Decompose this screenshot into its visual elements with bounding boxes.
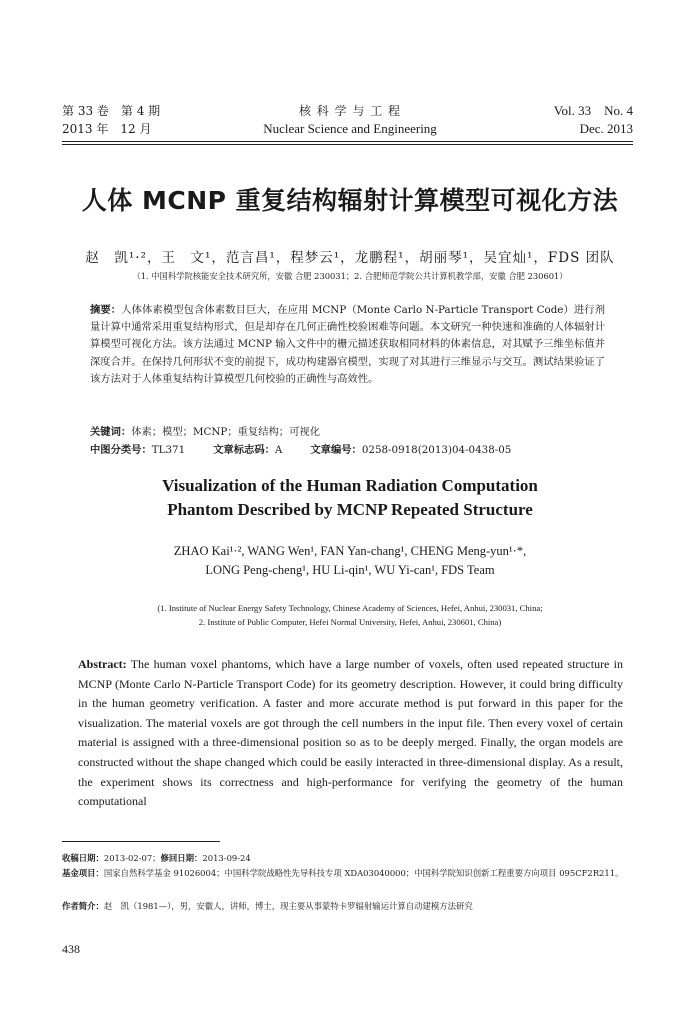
footnote-fund [62, 866, 633, 881]
fund-label: 基金项目： [62, 868, 104, 878]
keywords-cn [90, 423, 320, 438]
received-label: 收稿日期： [62, 853, 104, 863]
abstract-en [78, 655, 623, 812]
abstract-en-text: The human voxel phantoms, which have a large number of voxels, often used repeated structure in MCNP (Monte Carlo N-Particle Transport Code) for its geometry description. However, it could bring difficulty in the human geometry verification. A faster and more accurate method is put forward in this paper for the visualization. The material voxels are got through the cell numbers in the input file. Then every voxel of certain material is assigned with a three-dimensional position so as to be deeply merged. Finally, the organ models are constructed without the shape changed which could be easily interacted in three-dimensional display. As a result, the experiment shows its correctness and high-performance for verifying the geometry of the human computational [78, 657, 623, 809]
abstract-en-label: Abstract: [78, 657, 127, 671]
clc-value: TL371 [151, 444, 186, 456]
revised-label: 修回日期： [160, 853, 203, 863]
affiliation-en-line2: 2. Institute of Public Computer, Hefei Normal University, Hefei, Anhui, 230601, China) [198, 617, 502, 627]
authors-en-line1: ZHAO Kai¹·², WANG Wen¹, FAN Yan-chang¹, CHENG Meng-yun¹·*, [173, 544, 527, 558]
clc-label: 中图分类号： [90, 444, 152, 456]
page-number: 438 [62, 942, 80, 956]
keywords-cn-label: 关键词： [90, 426, 132, 438]
authors-en [0, 542, 700, 580]
classification-line [90, 441, 511, 456]
fund-text: 国家自然科学基金 91026004；中国科学院战略性先导科技专项 XDA03040000；中国科学院知识创新工程重要方向项目 095CF2R211。 [103, 868, 624, 878]
abstract-cn-label: 摘要： [90, 304, 122, 316]
header-date-en: Dec. 2013 [579, 121, 633, 136]
title-en-line2: Phantom Described by MCNP Repeated Structure [167, 500, 533, 519]
authors-en-line2: LONG Peng-cheng¹, HU Li-qin¹, WU Yi-can¹, FDS Team [205, 563, 495, 577]
keywords-cn-text: 体素；模型；MCNP；重复结构；可视化 [131, 426, 320, 438]
footnote-rule [62, 841, 220, 842]
title-cn: 人体 MCNP 重复结构辐射计算模型可视化方法 [81, 186, 619, 215]
footnote-bio [62, 899, 633, 914]
authors-cn: 赵 凯¹·²，王 文¹，范言昌¹，程梦云¹，龙鹏程¹，胡丽琴¹，吴宜灿¹，FDS 团队 [85, 250, 615, 266]
revised-date: 2013-09-24 [202, 853, 251, 863]
article-number-label: 文章编号： [310, 444, 362, 456]
title-en [0, 474, 700, 522]
bio-label: 作者简介： [62, 901, 104, 911]
doc-code-value: A [274, 444, 283, 456]
header-journal-en: Nuclear Science and Engineering [263, 121, 437, 136]
affiliation-en-line1: (1. Institute of Nuclear Energy Safety Technology, Chinese Academy of Sciences, Hefei, Anhui, 230031, China; [157, 603, 543, 613]
header-rule-thin [62, 144, 633, 145]
abstract-cn [90, 302, 605, 388]
doc-code-label: 文章标志码： [213, 444, 275, 456]
footnote-dates [62, 851, 633, 866]
header-journal-cn: 核 科 学 与 工 程 [298, 104, 402, 118]
header-volume-cn: 第 33 卷 第 4 期 [62, 104, 161, 118]
header-date-cn: 2013 年 12 月 [62, 122, 152, 136]
bio-text: 赵 凯（1981—），男，安徽人，讲师，博士，现主要从事蒙特卡罗辐射输运计算自动建模方法研究 [103, 901, 473, 911]
title-en-line1: Visualization of the Human Radiation Computation [162, 476, 538, 495]
affiliation-en [0, 601, 700, 629]
affiliation-cn: （1. 中国科学院核能安全技术研究所，安徽 合肥 230031；2. 合肥师范学院公共计算机教学部，安徽 合肥 230601） [132, 271, 568, 281]
abstract-cn-text: 人体体素模型包含体素数目巨大，在应用 MCNP（Monte Carlo N-Particle Transport Code）进行剂量计算中通常采用重复结构形式，但是却存在几何正确性校验困难等问题。本文研究一种快速和准确的人体辐射计算模型可视化方法。该方法通过 MCNP 输入文件中的栅元描述获取相同材料的体素信息，对其赋予三维坐标值并深度合并。在保持几何形状不变的前提下，成功构建器官模型，实现了对其进行三维显示与交互。测试结果验证了该方法对于人体重复结构计算模型几何校验的正确性与高效性。 [90, 304, 605, 385]
received-date: 2013-02-07； [103, 853, 161, 863]
header-volume-en: Vol. 33 No. 4 [553, 103, 633, 118]
header-rule [62, 141, 633, 142]
article-number-value: 0258-0918(2013)04-0438-05 [361, 444, 512, 456]
